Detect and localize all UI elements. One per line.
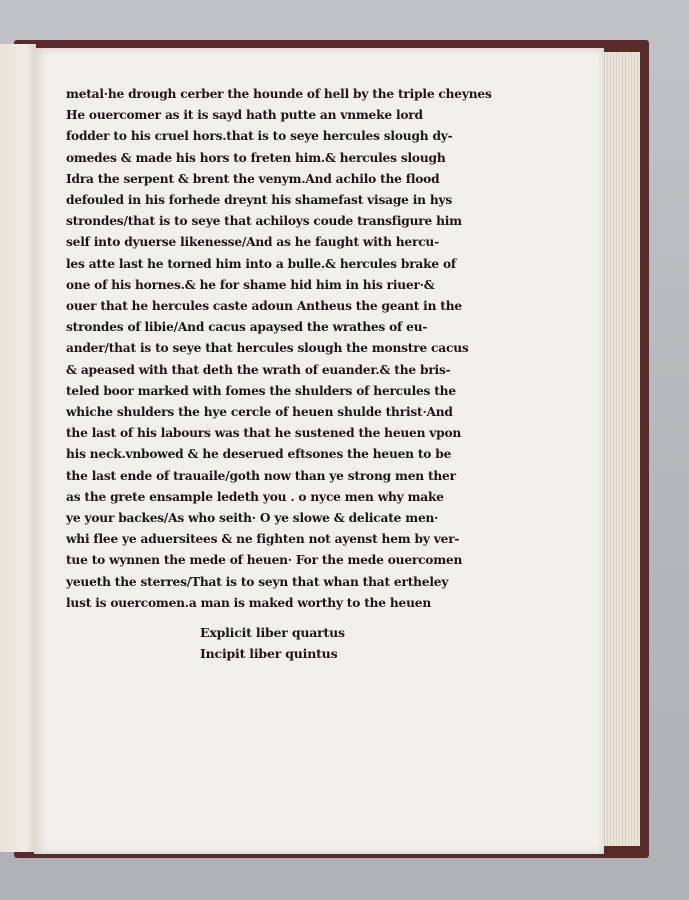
text-line: strondes of libie/And cacus apaysed the wrathes of eu- [66, 320, 428, 335]
text-line: strondes/that is to seye that achiloys coude transfigure him [66, 214, 462, 229]
text-line: defouled in his forhede dreynt his shamefast visage in hys [66, 193, 453, 208]
explicit-incipit [200, 622, 420, 664]
text-line: as the grete ensample ledeth you . o nyce men why make [66, 489, 444, 504]
facing-page-edge [0, 44, 36, 852]
text-line: the last of his labours was that he sustened the heuen vpon [66, 426, 462, 441]
text-line: metal·he drough cerber the hounde of hell by the triple cheynes [66, 87, 492, 101]
text-line: whi flee ye aduersitees & ne fighten not ayenst hem by ver- [66, 532, 460, 547]
text-line: teled boor marked with fomes the shulders of hercules the [66, 383, 456, 398]
text-line: ouer that he hercules caste adoun Antheus the geant in the [66, 299, 462, 314]
text-line: He ouercomer as it is sayd hath putte an vnmeke lord [66, 108, 423, 123]
text-line: ye your backes/As who seith· O ye slowe & delicate men· [66, 511, 439, 526]
text-line: tue to wynnen the mede of heuen· For the mede ouercomen [66, 553, 463, 568]
incipit-line: Incipit liber quintus [200, 646, 338, 661]
text-line: ander/that is to seye that hercules slough the monstre cacus [66, 341, 469, 356]
text-line: les atte last he torned him into a bulle.& hercules brake of [66, 256, 456, 271]
text-line: & apeased with that deth the wrath of euander.& the bris- [66, 362, 451, 377]
text-line: yeueth the sterres/That is to seyn that whan that ertheley [66, 574, 449, 589]
text-line: self into dyuerse likenesse/And as he faught with hercu- [66, 235, 439, 250]
text-line: omedes & made his hors to freten him.& hercules slough [66, 150, 446, 165]
explicit-line: Explicit liber quartus [200, 625, 345, 640]
text-line: his neck.vnbowed & he deserued eftsones the heuen to be [66, 447, 452, 462]
body-text [66, 84, 492, 614]
text-line: Idra the serpent & brent the venym.And achilo the flood [66, 171, 440, 186]
text-line: whiche shulders the hye cercle of heuen shulde thrist·And [66, 405, 453, 420]
text-line: fodder to his cruel hors.that is to seye hercules slough dy- [66, 129, 453, 144]
text-line: one of his hornes.& he for shame hid him in his riuer·& [66, 277, 435, 292]
text-line: the last ende of trauaile/goth now than ye strong men ther [66, 468, 456, 483]
text-line: lust is ouercomen.a man is maked worthy to the heuen [66, 595, 431, 610]
